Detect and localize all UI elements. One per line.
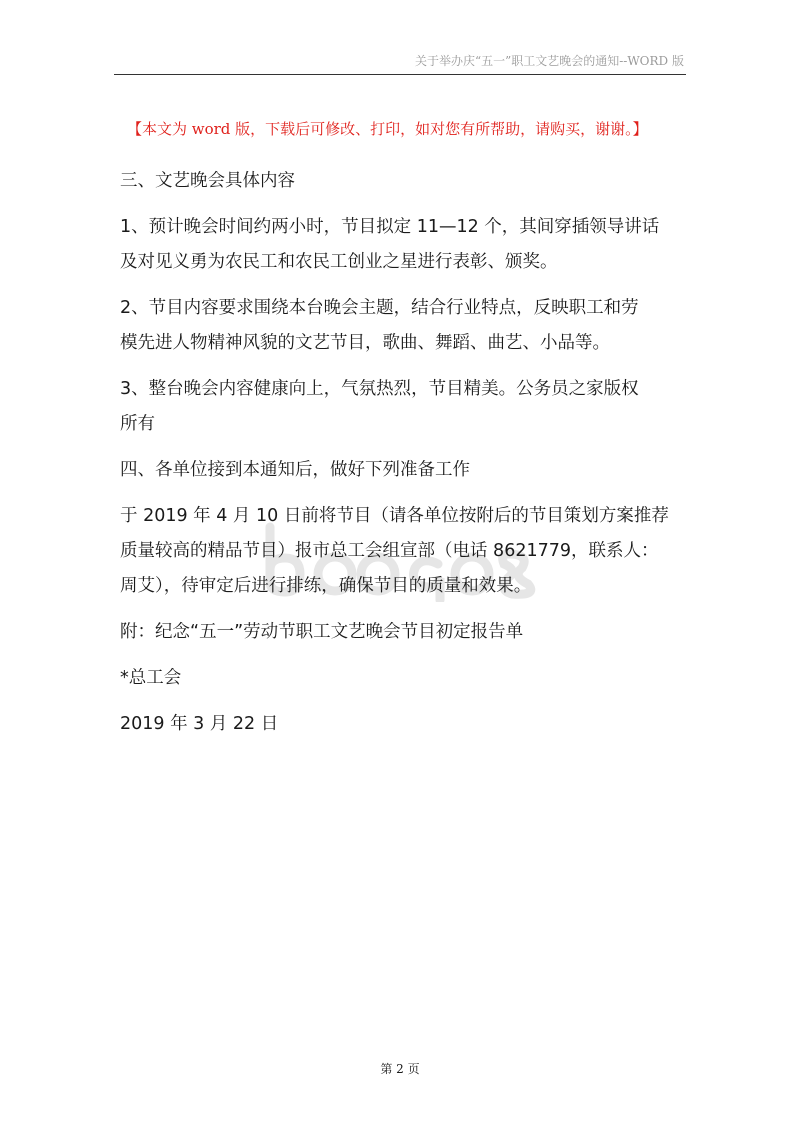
paragraph-line: 2、节目内容要求围绕本台晚会主题，结合行业特点，反映职工和劳 bbox=[120, 298, 639, 318]
paragraph-line: 及对见义勇为农民工和农民工创业之星进行表彰、颁奖。 bbox=[120, 252, 558, 272]
paragraph-line: 于 2019 年 4 月 10 日前将节目（请各单位按附后的节目策划方案推荐 bbox=[120, 506, 669, 526]
purchase-notice: 【本文为 word 版，下载后可修改、打印，如对您有所帮助，请购买，谢谢。】 bbox=[127, 120, 648, 138]
paragraph-line: 1、预计晚会时间约两小时，节目拟定 11—12 个，其间穿插领导讲话 bbox=[120, 217, 660, 237]
paragraph-line: 3、整台晚会内容健康向上，气氛热烈，节目精美。公务员之家版权 bbox=[120, 379, 639, 399]
section-heading: 四、各单位接到本通知后，做好下列准备工作 bbox=[120, 460, 470, 480]
attachment-line: 附：纪念“五一”劳动节职工文艺晚会节目初定报告单 bbox=[120, 622, 524, 642]
paragraph-line: 所有 bbox=[120, 414, 155, 434]
header-divider bbox=[114, 74, 686, 75]
paragraph-line: 周艾），待审定后进行排练，确保节目的质量和效果。 bbox=[120, 576, 532, 596]
document-body bbox=[120, 164, 688, 742]
page-number: 第 2 页 bbox=[380, 1062, 420, 1076]
section-heading: 三、文艺晚会具体内容 bbox=[120, 171, 295, 191]
date-line: 2019 年 3 月 22 日 bbox=[120, 714, 279, 734]
signature-line: *总工会 bbox=[120, 668, 182, 688]
paragraph-line: 模先进人物精神风貌的文艺节目，歌曲、舞蹈、曲艺、小品等。 bbox=[120, 333, 610, 353]
paragraph-line: 质量较高的精品节目）报市总工会组宣部（电话 8621779，联系人： bbox=[120, 541, 659, 561]
running-header: 关于举办庆“五一”职工文艺晚会的通知--WORD 版 bbox=[414, 54, 684, 68]
